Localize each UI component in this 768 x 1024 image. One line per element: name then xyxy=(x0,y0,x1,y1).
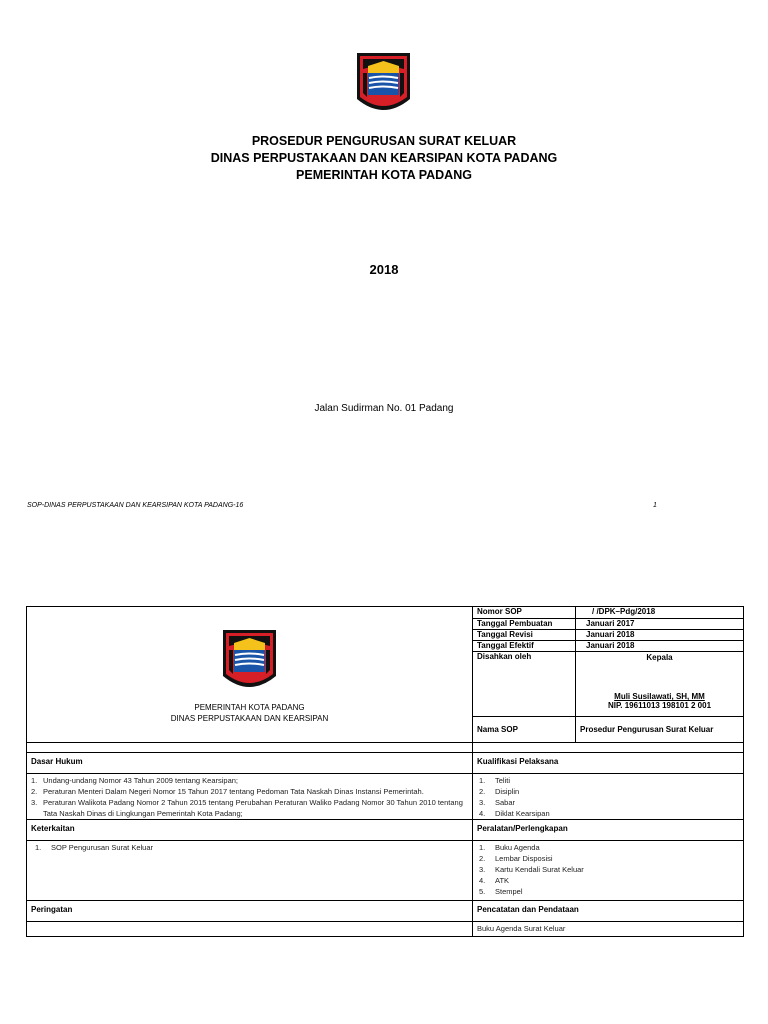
list-item xyxy=(479,864,739,875)
tanggal-pembuatan-value: Januari 2017 xyxy=(576,619,744,630)
tanggal-pembuatan-label: Tanggal Pembuatan xyxy=(473,619,576,630)
cover-title-line-2: DINAS PERPUSTAKAAN DAN KEARSIPAN KOTA PADANG xyxy=(210,151,558,165)
peralatan-list xyxy=(477,842,739,897)
list-item-number: 2. xyxy=(31,787,38,796)
list-item-number: 1. xyxy=(31,776,38,785)
org-name-line-1: PEMERINTAH KOTA PADANG xyxy=(194,703,305,712)
page-footer-title: SOP-DINAS PERPUSTAKAAN DAN KEARSIPAN KOTA PADANG-16 xyxy=(27,502,244,509)
org-name-line-2: DINAS PERPUSTAKAAN DAN KEARSIPAN xyxy=(170,714,329,723)
list-item-text: Buku Agenda xyxy=(495,843,540,852)
list-item-text: Peraturan Menteri Dalam Negeri Nomor 15 Tahun 2017 tentang Pedoman Tata Naskah Dinas Instansi Pemerintah. xyxy=(43,787,424,796)
spacer-right xyxy=(473,743,744,753)
list-item-number: 3. xyxy=(31,798,38,807)
list-item xyxy=(479,853,739,864)
sop-org-cell xyxy=(27,607,473,743)
keterkaitan-list xyxy=(31,842,468,853)
list-item xyxy=(479,797,739,808)
sop-table xyxy=(26,606,744,937)
pejabat-nip: NIP. 19611013 198101 2 001 xyxy=(607,701,712,710)
padang-crest-logo-small xyxy=(221,628,278,696)
pencatatan-value: Buku Agenda Surat Keluar xyxy=(473,922,744,937)
cover-address: Jalan Sudirman No. 01 Padang xyxy=(314,403,454,414)
list-item-number: 1. xyxy=(479,843,486,852)
list-item xyxy=(479,808,739,819)
list-item-text: SOP Pengurusan Surat Keluar xyxy=(51,843,154,852)
list-item-text: Diklat Kearsipan xyxy=(495,809,550,818)
dasar-hukum-list-cell xyxy=(27,774,473,820)
nama-sop-value: Prosedur Pengurusan Surat Keluar xyxy=(576,717,744,743)
list-item xyxy=(31,786,468,797)
list-item-text: Disiplin xyxy=(495,787,520,796)
dasar-hukum-label: Dasar Hukum xyxy=(27,753,473,774)
nama-sop-label: Nama SOP xyxy=(473,717,576,743)
list-item-number: 1. xyxy=(35,843,42,852)
list-item-text: Sabar xyxy=(495,798,516,807)
list-item-text: Teliti xyxy=(495,776,511,785)
list-item-text: Kartu Kendali Surat Keluar xyxy=(495,865,584,874)
list-item-text: Undang-undang Nomor 43 Tahun 2009 tentang Kearsipan; xyxy=(43,776,239,785)
nomor-sop-label: Nomor SOP xyxy=(473,607,576,619)
list-item-number: 1. xyxy=(479,776,486,785)
list-item-number: 4. xyxy=(479,876,486,885)
kualifikasi-list xyxy=(477,775,739,819)
cover-title-line-3: PEMERINTAH KOTA PADANG xyxy=(296,168,472,182)
list-item xyxy=(31,775,468,786)
page-number: 1 xyxy=(653,502,657,509)
peralatan-list-cell xyxy=(473,841,744,901)
tanggal-revisi-value: Januari 2018 xyxy=(576,630,744,641)
list-item-number: 3. xyxy=(479,798,486,807)
list-item-number: 4. xyxy=(479,809,486,818)
list-item-number: 2. xyxy=(479,787,486,796)
peringatan-label: Peringatan xyxy=(27,901,473,922)
list-item xyxy=(479,875,739,886)
dasar-hukum-list xyxy=(31,775,468,819)
pengesahan-cell xyxy=(576,652,744,717)
jabatan-kepala: Kepala xyxy=(646,653,673,662)
list-item-text: Stempel xyxy=(495,887,523,896)
list-item xyxy=(479,786,739,797)
pencatatan-label: Pencatatan dan Pendataan xyxy=(473,901,744,922)
cover-year: 2018 xyxy=(369,262,399,277)
disahkan-oleh-label: Disahkan oleh xyxy=(473,652,576,717)
list-item-text: ATK xyxy=(495,876,510,885)
peralatan-label: Peralatan/Perlengkapan xyxy=(473,820,744,841)
nomor-sop-value: / /DPK–Pdg/2018 xyxy=(576,607,744,619)
list-item xyxy=(479,775,739,786)
keterkaitan-label: Keterkaitan xyxy=(27,820,473,841)
list-item-number: 5. xyxy=(479,887,486,896)
list-item xyxy=(35,842,468,853)
padang-crest-logo xyxy=(355,51,412,119)
pejabat-name: Muli Susilawati, SH, MM xyxy=(614,692,705,701)
tanggal-revisi-label: Tanggal Revisi xyxy=(473,630,576,641)
tanggal-efektif-value: Januari 2018 xyxy=(576,641,744,652)
tanggal-efektif-label: Tanggal Efektif xyxy=(473,641,576,652)
kualifikasi-label: Kualifikasi Pelaksana xyxy=(473,753,744,774)
spacer-left xyxy=(27,743,473,753)
peringatan-value xyxy=(27,922,473,937)
cover-title-line-1: PROSEDUR PENGURUSAN SURAT KELUAR xyxy=(251,134,517,148)
list-item-text: Peraturan Walikota Padang Nomor 2 Tahun 2015 tentang Perubahan Peraturan Waliko Padang Nomor 30 Tahun 2010 tentang Tata Naskah Dinas di Lingkungan Pemerintah Kota Padang; xyxy=(43,798,463,818)
list-item xyxy=(31,797,468,819)
list-item xyxy=(479,886,739,897)
kualifikasi-list-cell xyxy=(473,774,744,820)
list-item-number: 3. xyxy=(479,865,486,874)
list-item-number: 2. xyxy=(479,854,486,863)
keterkaitan-list-cell xyxy=(27,841,473,901)
list-item xyxy=(479,842,739,853)
list-item-text: Lembar Disposisi xyxy=(495,854,553,863)
